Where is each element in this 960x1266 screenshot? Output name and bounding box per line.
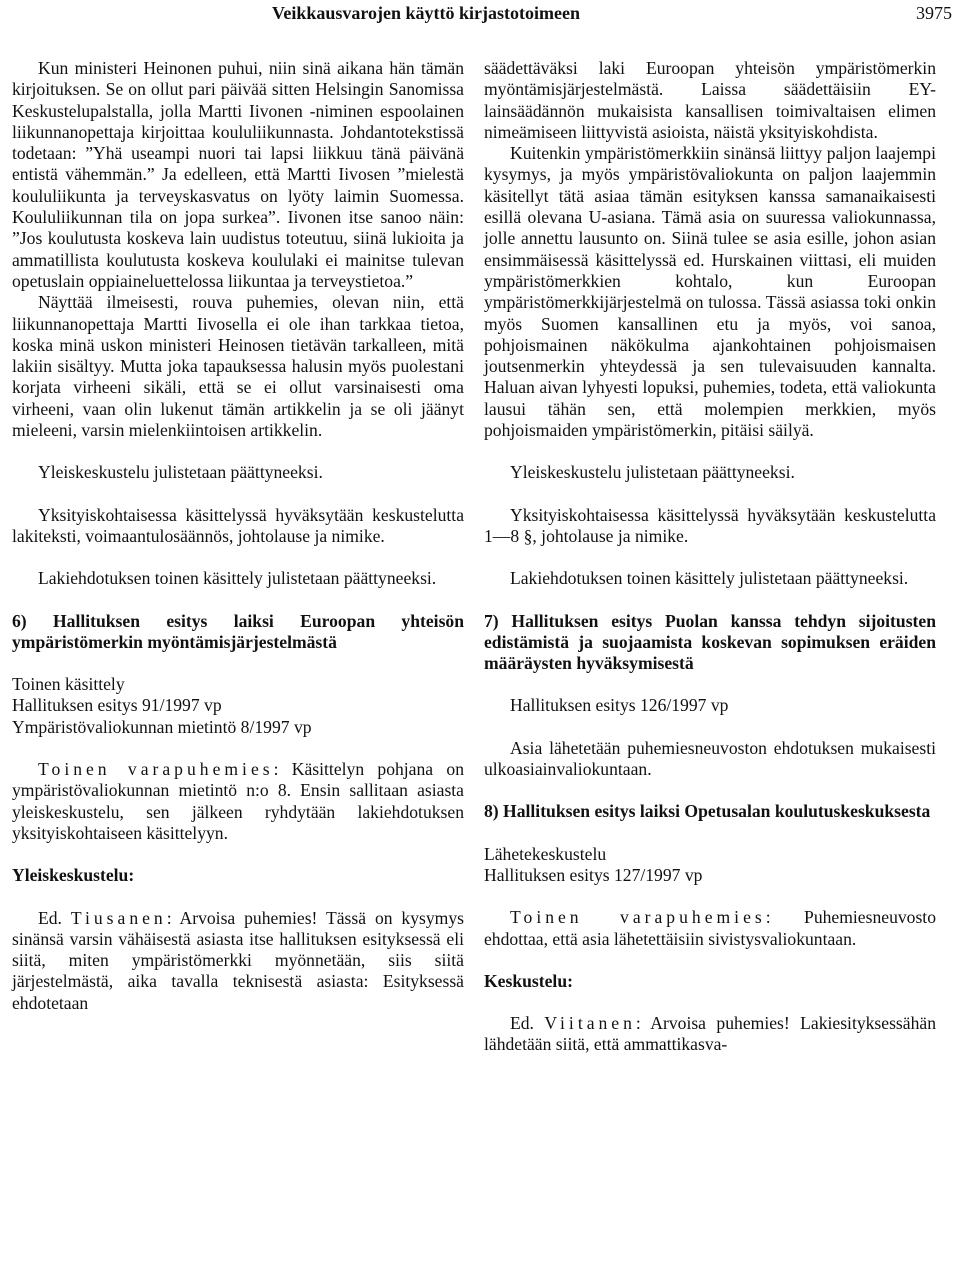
- reference-line: Hallituksen esitys 126/1997 vp: [510, 695, 729, 716]
- subheading: Yleiskeskustelu:: [12, 865, 135, 886]
- section-heading: 8) Hallituksen esitys laiksi Opetusalan koulutuskeskuksesta: [484, 801, 931, 822]
- section-heading: 7) Hallituksen esitys Puolan kanssa tehdyn sijoitusten edistämistä ja suojaamista koskevan sopimuksen eräiden määräysten hyväksymisestä: [484, 610, 936, 674]
- speaker-prefix: Ed.: [510, 1013, 545, 1034]
- page-number: 3975: [916, 3, 952, 23]
- section-heading: 6) Hallituksen esitys laiksi Euroopan yhteisön ympäristömerkin myöntämisjärjestelmästä: [12, 610, 464, 652]
- subheading: Keskustelu:: [484, 970, 573, 991]
- right-column: [484, 58, 936, 1056]
- speaker-name: Viitanen: [544, 1013, 636, 1034]
- speech-text: : Arvoisa puhemies! Lakiesityksessähän lähdetään siitä, että ammattikasva-: [484, 1013, 936, 1055]
- paragraph: Yksityiskohtaisessa käsittelyssä hyväksytään keskustelutta lakiteksti, voimaantulosäännös, johtolause ja nimike.: [12, 504, 464, 546]
- paragraph: säädettäväksi laki Euroopan yhteisön ympäristömerkin myöntämisjärjestelmästä. Laissa säädettäisiin EY-lainsäädännön mukaisista kansallisen toimivaltaisen elimen nimeämiseen liittyvistä asioista, näistä yksityiskohdista.: [484, 58, 936, 142]
- speech-text: : Puhemiesneuvosto ehdottaa, että asia lähetettäisiin sivistysvaliokuntaan.: [484, 907, 936, 949]
- reference-line: Hallituksen esitys 91/1997 vp: [12, 695, 222, 716]
- speaker-name: Toinen varapuhemies: [38, 759, 274, 780]
- reference-line: Toinen käsittely: [12, 674, 125, 695]
- paragraph: Lakiehdotuksen toinen käsittely julistetaan päättyneeksi.: [38, 568, 437, 589]
- paragraph: [484, 907, 936, 950]
- paragraph: Asia lähetetään puhemiesneuvoston ehdotuksen mukaisesti ulkoasiainvaliokuntaan.: [484, 737, 936, 780]
- speech-text: : Käsittelyn pohjana on ympäristövaliokunnan mietintö n:o 8. Ensin sallitaan asiasta yleiskeskustelu, sen jälkeen ryhdytään lakiehdotuksen yksityiskohtaiseen käsittelyyn.: [12, 759, 464, 843]
- speech-text: : Arvoisa puhemies! Tässä on kysymys sinänsä varsin vähäisestä asiasta itse hallituksen esityksessä eli siitä, miten ympäristömerkki myönnetään, siis siitä järjestelmästä, aika tavalla teknisestä asiasta: Esityksessä ehdotetaan: [12, 907, 464, 1013]
- speaker-prefix: Ed.: [38, 907, 71, 928]
- paragraph: Kun ministeri Heinonen puhui, niin sinä aikana hän tämän kirjoituksen. Se on ollut pari päivää sitten Helsingin Sanomissa Keskustelupalstalla, jolla Martti Iivonen -niminen espoolainen liikunnanopettaja kirjoittaa koululiikunnasta. Johdantotekstissä todetaan: ”Yhä useampi nuori tai lapsi liikkuu tänä päivänä entistä vähemmän.” Ja edelleen, että Martti Iivosen ”mielestä koululiikunta ja terveyskasvatus on lyöty laimin Suomessa. Koululiikunnan tila on jopa surkea”. Iivonen itse sanoo näin: ”Jos koulutusta koskeva lain uudistus toteutuu, siinä lukioita ja ammatillista koulutusta koskeva koululaki ei mainitse tulevan opetuslain oppiaineluettelossa liikuntaa ja terveystietoa.”: [12, 58, 464, 291]
- paragraph: Yksityiskohtaisessa käsittelyssä hyväksytään keskustelutta 1—8 §, johtolause ja nimike.: [484, 504, 936, 546]
- paragraph: Näyttää ilmeisesti, rouva puhemies, olevan niin, että liikunnanopettaja Martti Iivosella ei ole ihan tarkkaa tietoa, koska minä uskon ministeri Heinosen tietävän tarkalleen, mitä lakiin sisältyy. Mutta joka tapauksessa halusin myös puolestani korjata virheeni sikäli, että se ei ollut varsinaisesti oma virheeni, vaan olin lukenut tämän artikkelin ja se oli jäänyt mieleeni, varsin mielenkiintoisen artikkelin.: [12, 292, 464, 441]
- paragraph: Kuitenkin ympäristömerkkiin sinänsä liittyy paljon laajempi kysymys, ja myös ympäristövaliokunta on paljon laajemmin käsitellyt tätä asiaa tämän esityksen kanssa samanaikaisesti esillä olevana U-asiana. Tämä asia on suuressa valiokunnassa, jolle annettu lausunto on. Siinä tulee se asia esille, johon asian ensimmäisessä käsittelyssä ed. Hurskainen viittasi, eli muiden ympäristömerkkien kohtalo, kun Euroopan ympäristömerkkijärjestelmä on tulossa. Tässä asiassa toki onkin myös Suomen kansallinen etu ja myös, voi sanoa, pohjoismainen näkökulma ajankohtainen pohjoismaisen joutsenmerkin yhteydessä ja sen tulevaisuuden kannalta. Haluan aivan lyhyesti lopuksi, puhemies, todeta, että valiokunta lausui tähän sen, että molempien merkkien, myös pohjoismaiden ympäristömerkin, pitäisi säilyä.: [484, 143, 936, 441]
- paragraph: [12, 759, 464, 844]
- speaker-name: Tiusanen: [70, 907, 167, 928]
- paragraph: Yleiskeskustelu julistetaan päättyneeksi.: [38, 462, 323, 483]
- reference-line: Hallituksen esitys 127/1997 vp: [484, 864, 703, 885]
- running-head: Veikkausvarojen käyttö kirjastotoimeen: [272, 3, 581, 23]
- page-header: [0, 0, 960, 30]
- left-column: [12, 58, 464, 1014]
- paragraph: [12, 908, 464, 1014]
- paragraph: Yleiskeskustelu julistetaan päättyneeksi.: [510, 462, 795, 483]
- reference-line: Lähetekeskustelu: [484, 843, 607, 864]
- speaker-name: Toinen varapuhemies: [510, 907, 766, 928]
- paragraph: Lakiehdotuksen toinen käsittely julistetaan päättyneeksi.: [510, 568, 909, 589]
- paragraph: [484, 1013, 936, 1056]
- reference-line: Ympäristövaliokunnan mietintö 8/1997 vp: [12, 716, 312, 737]
